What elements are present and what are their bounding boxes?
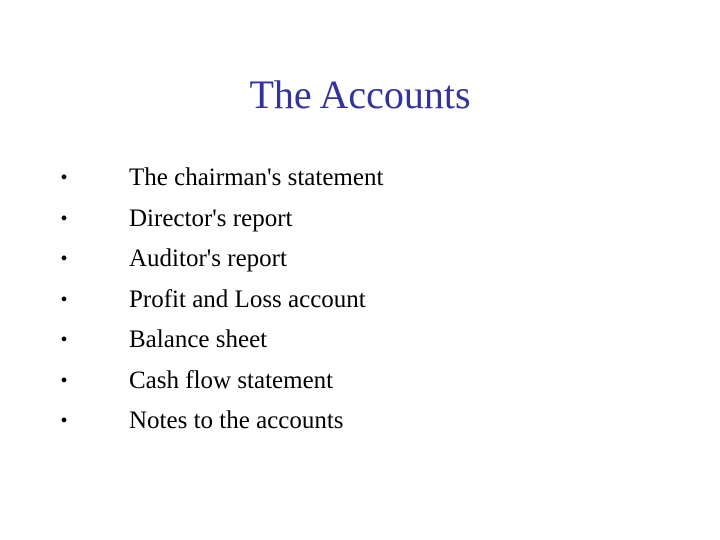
bullet-icon: • [60,207,68,230]
bullet-icon: • [60,288,68,311]
bullet-item [0,280,720,321]
bullet-item [0,199,720,240]
bullet-list [0,158,720,442]
bullet-icon: • [60,167,68,189]
bullet-icon: • [60,410,68,432]
bullet-item [0,239,720,280]
bullet-text: The chairman's statement [129,164,384,191]
bullet-text: Director's report [129,204,293,232]
bullet-text: Profit and Loss account [129,285,366,313]
bullet-text: Cash flow statement [129,366,334,394]
bullet-item [0,158,720,199]
bullet-item [0,320,720,361]
bullet-item [0,361,720,402]
bullet-icon: • [60,248,68,270]
bullet-icon: • [60,369,68,392]
bullet-text: Auditor's report [129,245,287,272]
slide-title: The Accounts [249,72,471,117]
bullet-icon: • [60,329,68,351]
bullet-text: Balance sheet [129,326,268,353]
bullet-item [0,401,720,442]
bullet-text: Notes to the accounts [129,407,344,434]
